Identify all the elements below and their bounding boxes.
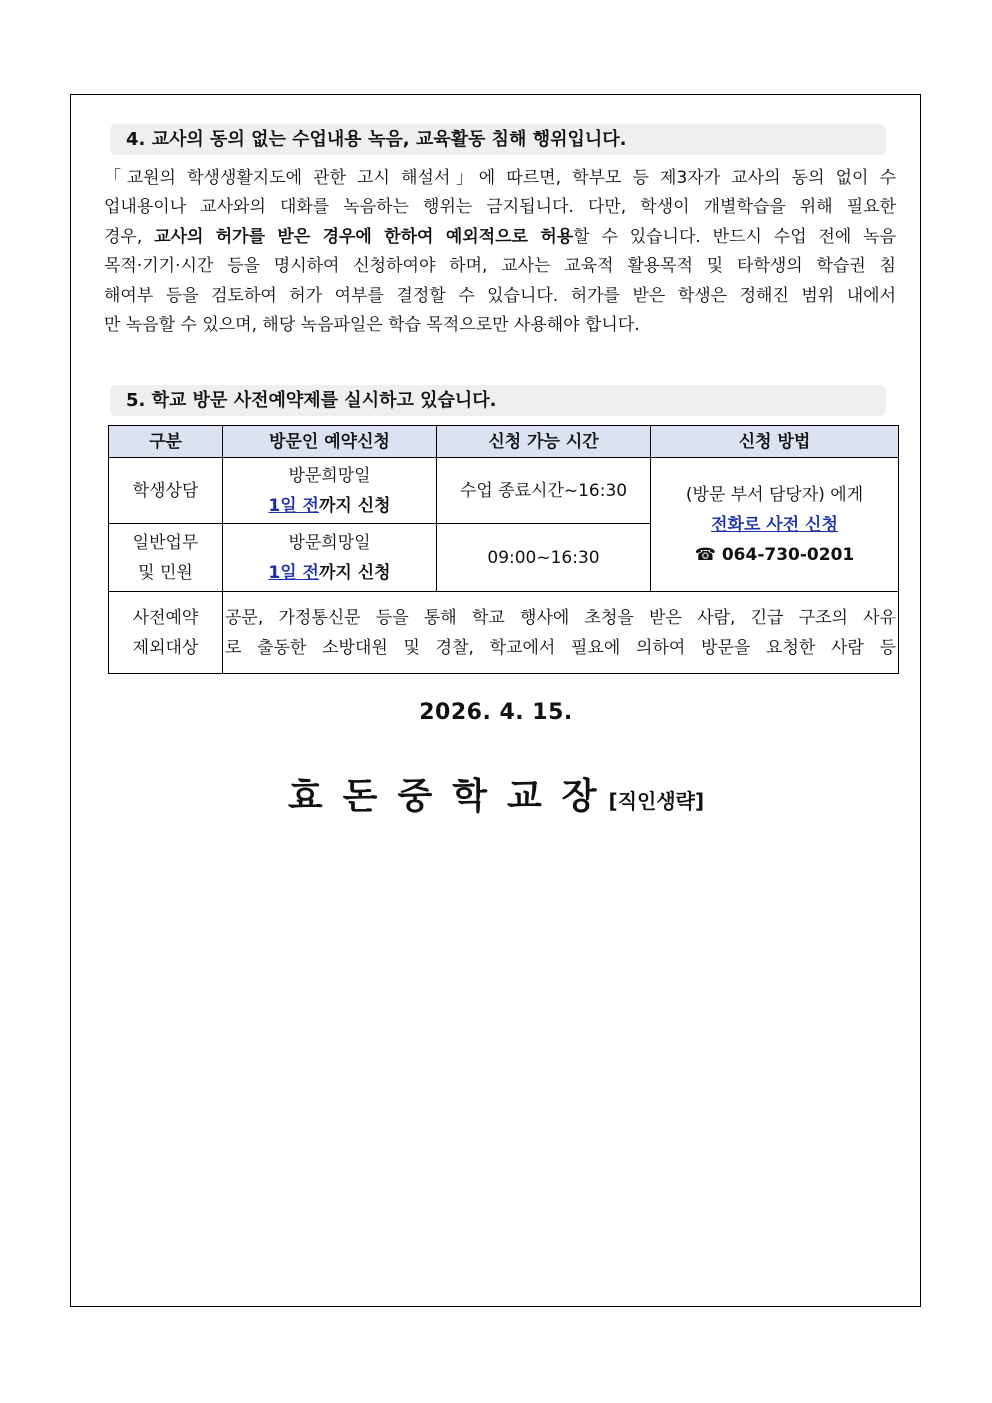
deadline-text: 까지 신청 [318,495,391,516]
exclusion-line: 공문, 가정통신문 등을 통해 학교 행사에 초청을 받은 사람, 긴급 구조의 사유 [225,607,896,628]
request-deadline [223,491,436,521]
paragraph-text: 할 수 있습니다. 반드시 수업 전에 녹음 [573,226,897,247]
request-line: 방문희망일 [288,532,371,553]
paragraph-line [104,223,896,252]
table-row [109,592,899,674]
category-cell [109,524,223,592]
category-line: 및 민원 [138,562,193,583]
paragraph-line: 업내용이나 교사와의 대화를 녹음하는 행위는 금지됩니다. 다만, 학생이 개별학습을 위해 필요한 [104,197,896,218]
time-cell: 수업 종료시간~16:30 [437,458,651,524]
deadline-text: 까지 신청 [318,562,391,583]
request-cell [223,458,437,524]
paragraph-line: 해여부 등을 검토하여 허가 여부를 결정할 수 있습니다. 허가를 받은 학생은 정해진 범위 내에서 [104,285,896,306]
phone-icon: ☎ [694,544,716,565]
method-line: (방문 부서 담당자) 에게 [685,484,864,505]
method-cell [651,458,899,592]
time-cell: 09:00~16:30 [437,524,651,592]
paragraph-line: 「교원의 학생생활지도에 관한 고시 해설서」에 따르면, 학부모 등 제3자가 교사의 동의 없이 수 [104,168,896,188]
document-date: 2026. 4. 15. [419,700,573,725]
header-request: 방문인 예약신청 [223,426,437,458]
category-cell [109,592,223,674]
paragraph-text: 경우, [104,226,155,247]
category-cell: 학생상담 [109,458,223,524]
paragraph-emphasis: 교사의 허가를 받은 경우에 한하여 예외적으로 허용 [154,226,574,247]
phone-number-line [651,540,898,570]
section4-paragraph [104,164,896,340]
category-line: 제외대상 [132,637,199,658]
request-line: 방문희망일 [288,465,371,486]
header-category: 구분 [109,426,223,458]
request-cell [223,524,437,592]
seal-omitted-note: [직인생략] [608,789,705,813]
request-deadline [223,558,436,588]
table-row [109,458,899,524]
exclusion-line: 로 출동한 소방대원 및 경찰, 학교에서 필요에 의하여 방문을 요청한 사람 등 [225,637,896,658]
category-line: 사전예약 [132,607,199,628]
section4-heading: 4. 교사의 동의 없는 수업내용 녹음, 교육활동 침해 행위입니다. [110,124,886,155]
visit-reservation-table [108,425,899,674]
section5-heading: 5. 학교 방문 사전예약제를 실시하고 있습니다. [110,385,886,416]
exclusion-cell [223,592,899,674]
header-method: 신청 방법 [651,426,899,458]
principal-title: 효돈중학교장 [287,776,617,817]
method-phone-request: 전화로 사전 신청 [711,514,838,535]
category-line: 일반업무 [132,532,199,553]
phone-number: 064-730-0201 [721,544,855,565]
table-header-row [109,426,899,458]
deadline-highlight: 1일 전 [268,562,319,583]
deadline-highlight: 1일 전 [268,495,319,516]
paragraph-line: 목적·기기·시간 등을 명시하여 신청하여야 하며, 교사는 교육적 활용목적 및 타학생의 학습권 침 [104,256,896,277]
paragraph-line: 만 녹음할 수 있으며, 해당 녹음파일은 학습 목적으로만 사용해야 합니다. [104,315,640,336]
header-time: 신청 가능 시간 [437,426,651,458]
principal-signature [0,768,992,819]
